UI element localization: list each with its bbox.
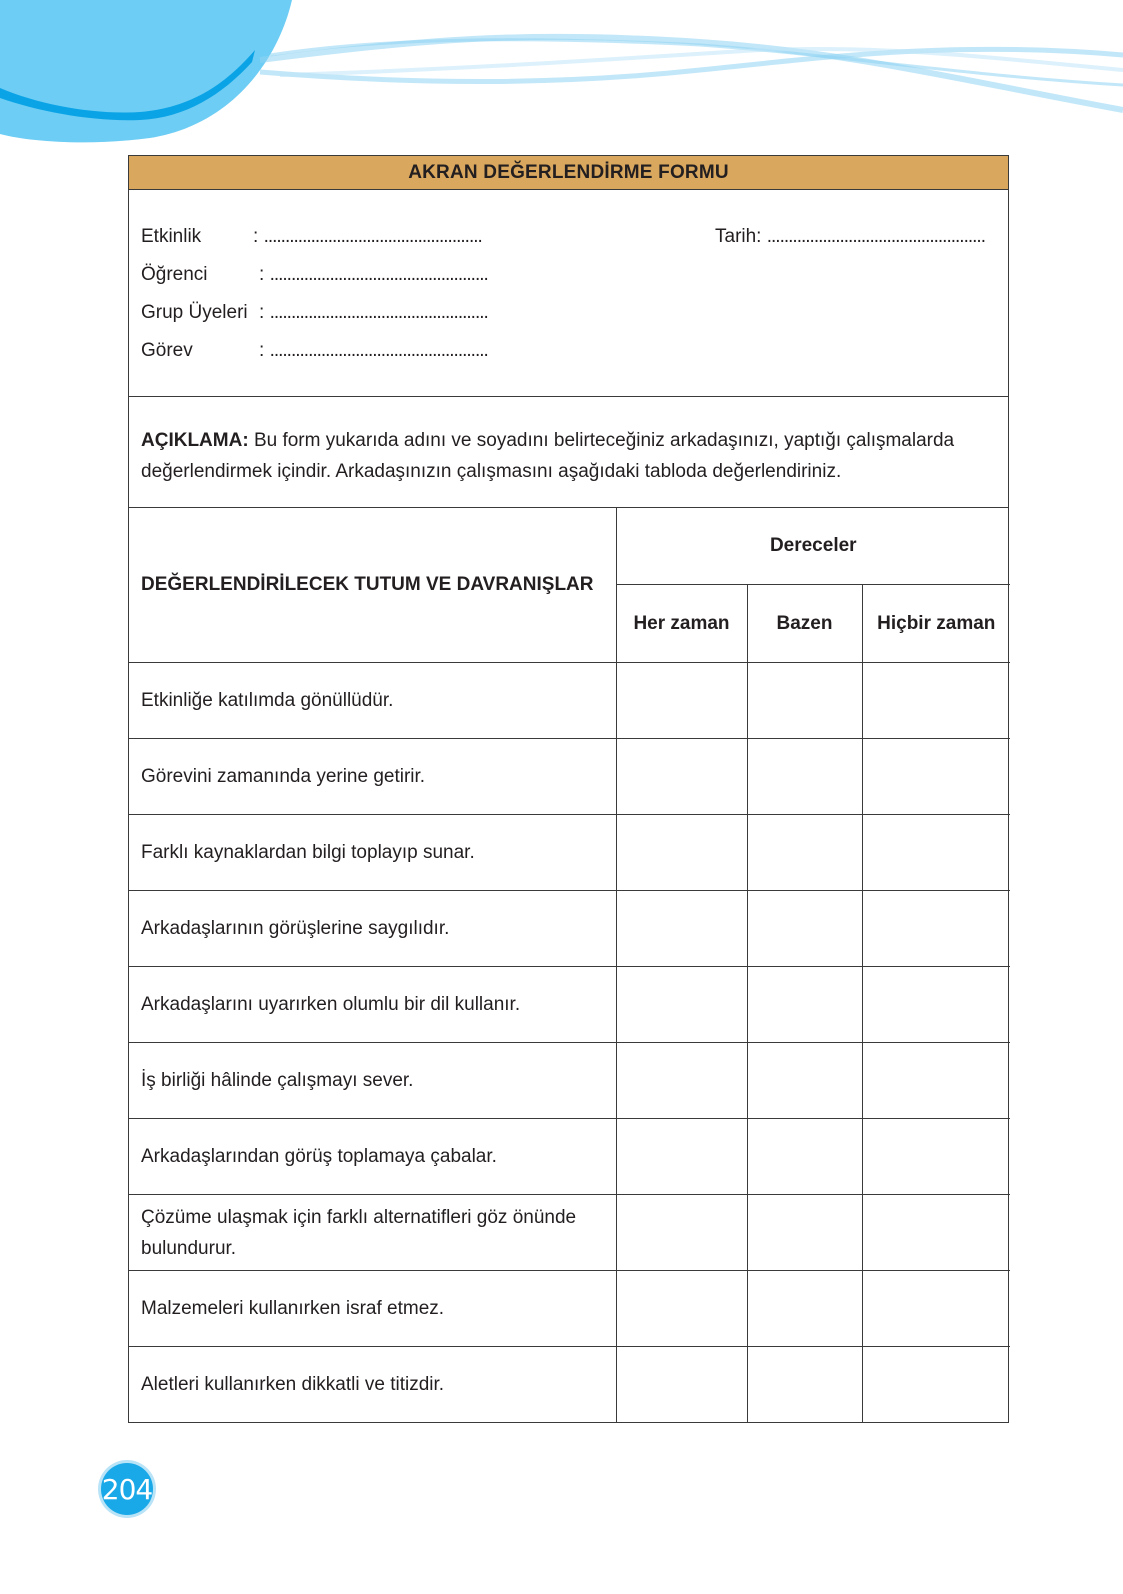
rating-cell-her-zaman[interactable] (616, 815, 747, 891)
rating-cell-bazen[interactable] (747, 967, 862, 1043)
field-tarih[interactable] (715, 226, 985, 248)
field-blank[interactable]: ................................................... (269, 264, 488, 285)
criterion: Malzemeleri kullanırken israf etmez. (129, 1271, 616, 1347)
criterion: Görevini zamanında yerine getirir. (129, 739, 616, 815)
table-row (129, 1043, 1010, 1119)
field-blank[interactable]: ................................................... (269, 340, 488, 361)
rating-cell-hicbir-zaman[interactable] (862, 1347, 1010, 1423)
table-row (129, 967, 1010, 1043)
rating-cell-bazen[interactable] (747, 815, 862, 891)
field-etkinlik[interactable] (141, 226, 482, 248)
criteria-header: DEĞERLENDİRİLECEK TUTUM VE DAVRANIŞLAR (129, 508, 616, 663)
field-gorev[interactable] (141, 340, 488, 362)
field-blank[interactable]: ................................................... (263, 226, 482, 247)
rating-cell-bazen[interactable] (747, 1195, 862, 1271)
field-blank[interactable]: ................................................... (269, 302, 488, 323)
rating-cell-bazen[interactable] (747, 891, 862, 967)
rating-cell-hicbir-zaman[interactable] (862, 1119, 1010, 1195)
field-label: Etkinlik (141, 226, 202, 247)
info-section (129, 190, 1008, 397)
rating-cell-hicbir-zaman[interactable] (862, 891, 1010, 967)
table-row (129, 1347, 1010, 1423)
criterion: Aletleri kullanırken dikkatli ve titizdir. (129, 1347, 616, 1423)
rating-cell-her-zaman[interactable] (616, 1271, 747, 1347)
table-row (129, 663, 1010, 739)
evaluation-table (129, 508, 1010, 1422)
criterion: Arkadaşlarının görüşlerine saygılıdır. (129, 891, 616, 967)
rating-cell-bazen[interactable] (747, 1271, 862, 1347)
table-row (129, 739, 1010, 815)
rating-cell-bazen[interactable] (747, 1119, 862, 1195)
rating-cell-her-zaman[interactable] (616, 967, 747, 1043)
rating-cell-hicbir-zaman[interactable] (862, 663, 1010, 739)
rating-cell-hicbir-zaman[interactable] (862, 1195, 1010, 1271)
field-label: Tarih: (715, 226, 762, 247)
rating-cell-her-zaman[interactable] (616, 663, 747, 739)
page-number-badge: 204 (101, 1463, 153, 1515)
rating-cell-her-zaman[interactable] (616, 891, 747, 967)
decorative-wave-header (0, 0, 1123, 160)
criterion: Çözüme ulaşmak için farklı alternatifleri göz önünde bulundurur. (129, 1195, 616, 1271)
description-text: Bu form yukarıda adını ve soyadını belirteceğiniz arkadaşınızı, yaptığı çalışmalarda değerlendirmek içindir. Arkadaşınızın çalışmasını aşağıdaki tabloda değerlendiriniz. (141, 430, 955, 482)
rating-cell-her-zaman[interactable] (616, 1043, 747, 1119)
rating-cell-bazen[interactable] (747, 1347, 862, 1423)
rating-cell-hicbir-zaman[interactable] (862, 1271, 1010, 1347)
criterion: İş birliği hâlinde çalışmayı sever. (129, 1043, 616, 1119)
field-label: Öğrenci (141, 264, 208, 285)
rating-cell-her-zaman[interactable] (616, 739, 747, 815)
column-bazen: Bazen (747, 585, 862, 663)
field-label: Görev (141, 340, 193, 361)
rating-cell-bazen[interactable] (747, 1043, 862, 1119)
rating-cell-hicbir-zaman[interactable] (862, 739, 1010, 815)
description-label: AÇIKLAMA: (141, 430, 249, 451)
field-separator: : (259, 340, 265, 361)
field-ogrenci[interactable] (141, 264, 488, 286)
ratings-header: Dereceler (616, 508, 1010, 585)
field-separator: : (259, 302, 265, 323)
criterion: Arkadaşlarını uyarırken olumlu bir dil kullanır. (129, 967, 616, 1043)
criterion: Farklı kaynaklardan bilgi toplayıp sunar. (129, 815, 616, 891)
criterion: Arkadaşlarından görüş toplamaya çabalar. (129, 1119, 616, 1195)
description (129, 397, 1008, 508)
rating-cell-her-zaman[interactable] (616, 1195, 747, 1271)
table-row (129, 1271, 1010, 1347)
form-title: AKRAN DEĞERLENDİRME FORMU (129, 156, 1008, 190)
column-her-zaman: Her zaman (616, 585, 747, 663)
rating-cell-bazen[interactable] (747, 663, 862, 739)
field-separator: : (259, 264, 265, 285)
peer-evaluation-form (128, 155, 1009, 1423)
rating-cell-her-zaman[interactable] (616, 1119, 747, 1195)
field-blank[interactable]: ................................................... (766, 226, 985, 247)
table-row (129, 1195, 1010, 1271)
table-row (129, 1119, 1010, 1195)
rating-cell-her-zaman[interactable] (616, 1347, 747, 1423)
rating-cell-hicbir-zaman[interactable] (862, 967, 1010, 1043)
criterion: Etkinliğe katılımda gönüllüdür. (129, 663, 616, 739)
table-row (129, 815, 1010, 891)
field-separator: : (253, 226, 259, 247)
table-row (129, 891, 1010, 967)
column-hicbir-zaman: Hiçbir zaman (862, 585, 1010, 663)
field-label: Grup Üyeleri (141, 302, 248, 323)
rating-cell-hicbir-zaman[interactable] (862, 1043, 1010, 1119)
rating-cell-bazen[interactable] (747, 739, 862, 815)
rating-cell-hicbir-zaman[interactable] (862, 815, 1010, 891)
field-grup-uyeleri[interactable] (141, 302, 488, 324)
